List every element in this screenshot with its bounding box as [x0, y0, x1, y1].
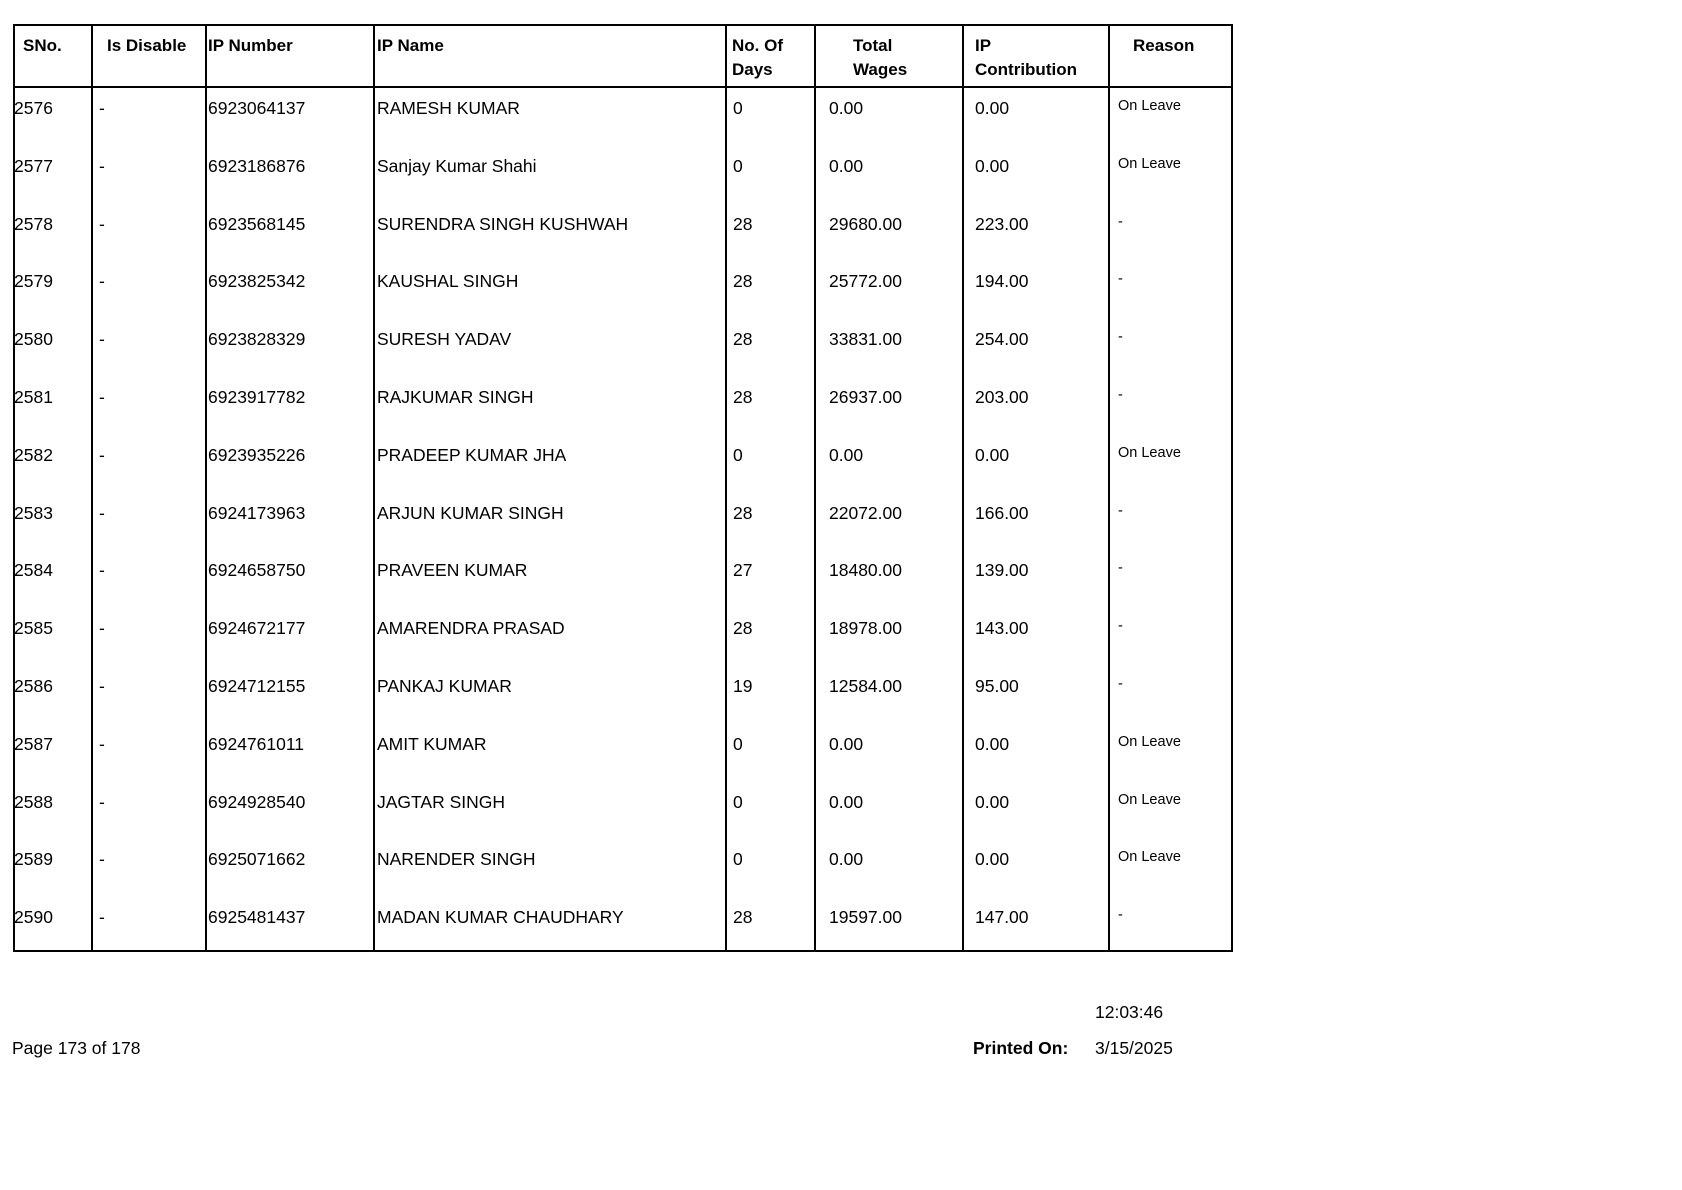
cell-is-disable: - — [99, 98, 105, 118]
cell-days: 0 — [733, 155, 743, 176]
table-row — [15, 87, 1231, 145]
cell-ip-contribution: 203.00 — [975, 387, 1029, 407]
cell-days: 28 — [733, 387, 753, 407]
cell-ip-number: 6923825342 — [208, 271, 306, 292]
cell-reason: - — [1118, 387, 1123, 403]
cell-ip-number: 6924712155 — [208, 676, 306, 696]
printed-time: 12:03:46 — [1095, 1002, 1164, 1022]
cell-reason: On Leave — [1118, 98, 1181, 114]
cell-total-wages: 19597.00 — [829, 907, 902, 928]
cell-reason: - — [1118, 502, 1123, 519]
cell-ip-contribution: 147.00 — [975, 907, 1029, 928]
table-row — [15, 723, 1231, 781]
cell-ip-contribution: 0.00 — [975, 733, 1010, 754]
table-row — [15, 260, 1231, 318]
cell-ip-name: AMIT KUMAR — [377, 733, 487, 754]
table-row — [15, 665, 1231, 723]
cell-is-disable: - — [99, 560, 105, 581]
table-row — [15, 781, 1231, 839]
column-header-sno — [23, 34, 62, 58]
cell-is-disable: - — [99, 387, 105, 407]
cell-sno: 2581 — [14, 387, 53, 407]
cell-ip-name: JAGTAR SINGH — [377, 791, 506, 812]
cell-days: 19 — [733, 676, 753, 696]
cell-ip-number: 6923935226 — [208, 444, 306, 465]
cell-is-disable: - — [99, 444, 105, 465]
cell-sno: 2588 — [14, 791, 53, 812]
cell-ip-number: 6925481437 — [208, 907, 306, 928]
column-header-line: Reason — [1133, 36, 1195, 55]
cell-ip-number: 6923186876 — [208, 155, 306, 176]
cell-reason: - — [1118, 271, 1123, 288]
cell-days: 0 — [733, 791, 743, 812]
column-header-ip-name — [377, 34, 444, 58]
cell-total-wages: 18978.00 — [829, 618, 902, 639]
table-row — [15, 203, 1231, 261]
cell-ip-contribution: 0.00 — [975, 444, 1010, 465]
cell-ip-name: MADAN KUMAR CHAUDHARY — [377, 907, 624, 928]
column-header-ip-contribution — [975, 34, 1077, 82]
cell-ip-name: PRADEEP KUMAR JHA — [377, 444, 567, 465]
table-row — [15, 838, 1231, 896]
cell-days: 27 — [733, 560, 753, 581]
cell-reason: - — [1118, 676, 1123, 692]
cell-total-wages: 0.00 — [829, 155, 864, 176]
cell-sno: 2584 — [14, 560, 53, 581]
cell-days: 28 — [733, 502, 753, 523]
cell-sno: 2587 — [14, 733, 53, 754]
cell-ip-name: SURESH YADAV — [377, 329, 512, 350]
column-header-total-wages — [853, 34, 907, 82]
cell-is-disable: - — [99, 907, 105, 928]
column-header-line: SNo. — [23, 36, 62, 55]
cell-ip-contribution: 254.00 — [975, 329, 1029, 350]
cell-sno: 2582 — [14, 444, 53, 465]
cell-total-wages: 0.00 — [829, 849, 864, 870]
cell-ip-name: Sanjay Kumar Shahi — [377, 155, 537, 176]
cell-total-wages: 29680.00 — [829, 213, 902, 234]
cell-reason: - — [1118, 213, 1123, 230]
table-row — [15, 434, 1231, 492]
cell-is-disable: - — [99, 791, 105, 812]
column-header-line: IP Name — [377, 36, 444, 55]
cell-total-wages: 18480.00 — [829, 560, 902, 581]
cell-sno: 2576 — [14, 98, 53, 118]
cell-ip-contribution: 0.00 — [975, 98, 1010, 118]
column-header-line: Contribution — [975, 60, 1077, 79]
cell-ip-number: 6925071662 — [208, 849, 306, 870]
cell-sno: 2580 — [14, 329, 53, 350]
cell-ip-contribution: 0.00 — [975, 791, 1010, 812]
printed-on-label: Printed On: — [973, 1038, 1069, 1058]
column-header-line: Total — [853, 36, 893, 55]
cell-ip-number: 6923917782 — [208, 387, 306, 407]
cell-total-wages: 25772.00 — [829, 271, 902, 292]
cell-days: 28 — [733, 213, 753, 234]
cell-sno: 2583 — [14, 502, 53, 523]
cell-total-wages: 0.00 — [829, 98, 864, 118]
cell-ip-name: PRAVEEN KUMAR — [377, 560, 528, 581]
cell-reason: - — [1118, 907, 1123, 924]
cell-ip-contribution: 194.00 — [975, 271, 1029, 292]
column-header-line: Is Disable — [107, 36, 187, 55]
cell-is-disable: - — [99, 733, 105, 754]
cell-ip-number: 6924672177 — [208, 618, 306, 639]
cell-is-disable: - — [99, 618, 105, 639]
column-header-line: IP — [975, 36, 992, 55]
cell-ip-contribution: 0.00 — [975, 155, 1010, 176]
table-row — [15, 376, 1231, 434]
cell-ip-contribution: 143.00 — [975, 618, 1029, 639]
cell-ip-number: 6923828329 — [208, 329, 306, 350]
cell-total-wages: 0.00 — [829, 733, 864, 754]
table-row — [15, 607, 1231, 665]
cell-ip-contribution: 139.00 — [975, 560, 1029, 581]
cell-ip-contribution: 0.00 — [975, 849, 1010, 870]
cell-days: 0 — [733, 444, 743, 465]
column-header-line: Wages — [853, 60, 908, 79]
cell-ip-name: KAUSHAL SINGH — [377, 271, 519, 292]
cell-days: 0 — [733, 98, 743, 118]
table-row — [15, 896, 1231, 954]
cell-sno: 2586 — [14, 676, 53, 696]
cell-total-wages: 22072.00 — [829, 502, 902, 523]
cell-ip-name: PANKAJ KUMAR — [377, 676, 512, 696]
column-header-line: IP Number — [208, 36, 293, 55]
cell-ip-name: RAMESH KUMAR — [377, 98, 520, 118]
cell-ip-number: 6923568145 — [208, 213, 306, 234]
table-row — [15, 492, 1231, 550]
cell-ip-contribution: 223.00 — [975, 213, 1029, 234]
cell-days: 0 — [733, 733, 743, 754]
cell-ip-number: 6924658750 — [208, 560, 306, 581]
cell-sno: 2579 — [14, 271, 53, 292]
cell-reason: On Leave — [1118, 444, 1181, 461]
cell-ip-contribution: 95.00 — [975, 676, 1019, 696]
cell-is-disable: - — [99, 213, 105, 234]
cell-reason: On Leave — [1118, 791, 1181, 808]
cell-days: 28 — [733, 618, 753, 639]
cell-ip-name: ARJUN KUMAR SINGH — [377, 502, 564, 523]
cell-ip-name: AMARENDRA PRASAD — [377, 618, 565, 639]
printed-date: 3/15/2025 — [1095, 1038, 1173, 1058]
cell-total-wages: 33831.00 — [829, 329, 902, 350]
cell-is-disable: - — [99, 155, 105, 176]
cell-ip-number: 6924928540 — [208, 791, 306, 812]
table-row — [15, 145, 1231, 203]
cell-total-wages: 0.00 — [829, 791, 864, 812]
table-row — [15, 318, 1231, 376]
cell-reason: On Leave — [1118, 155, 1181, 172]
column-header-line: Days — [732, 60, 773, 79]
cell-total-wages: 0.00 — [829, 444, 864, 465]
column-header-days — [732, 34, 783, 82]
cell-ip-number: 6923064137 — [208, 98, 306, 118]
column-header-is-disable — [107, 34, 186, 58]
cell-days: 0 — [733, 849, 743, 870]
cell-reason: - — [1118, 560, 1123, 577]
column-header-line: No. Of — [732, 36, 783, 55]
cell-total-wages: 26937.00 — [829, 387, 902, 407]
cell-sno: 2577 — [14, 155, 53, 176]
cell-is-disable: - — [99, 676, 105, 696]
page-number: Page 173 of 178 — [12, 1038, 141, 1058]
cell-sno: 2585 — [14, 618, 53, 639]
contribution-table — [13, 24, 1233, 952]
cell-is-disable: - — [99, 502, 105, 523]
cell-reason: On Leave — [1118, 849, 1181, 866]
cell-reason: - — [1118, 618, 1123, 635]
cell-ip-name: RAJKUMAR SINGH — [377, 387, 534, 407]
column-header-ip-number — [208, 34, 293, 58]
cell-ip-number: 6924761011 — [208, 733, 305, 754]
cell-sno: 2578 — [14, 213, 53, 234]
cell-days: 28 — [733, 907, 753, 928]
column-header-reason — [1133, 34, 1194, 58]
cell-days: 28 — [733, 271, 753, 292]
table-row — [15, 549, 1231, 607]
cell-reason: On Leave — [1118, 733, 1181, 750]
cell-total-wages: 12584.00 — [829, 676, 902, 696]
cell-is-disable: - — [99, 849, 105, 870]
cell-sno: 2590 — [14, 907, 53, 928]
cell-ip-name: NARENDER SINGH — [377, 849, 536, 870]
cell-ip-contribution: 166.00 — [975, 502, 1029, 523]
cell-ip-number: 6924173963 — [208, 502, 306, 523]
cell-days: 28 — [733, 329, 753, 350]
cell-sno: 2589 — [14, 849, 53, 870]
cell-reason: - — [1118, 329, 1123, 346]
cell-is-disable: - — [99, 329, 105, 350]
cell-ip-name: SURENDRA SINGH KUSHWAH — [377, 213, 629, 234]
cell-is-disable: - — [99, 271, 105, 292]
